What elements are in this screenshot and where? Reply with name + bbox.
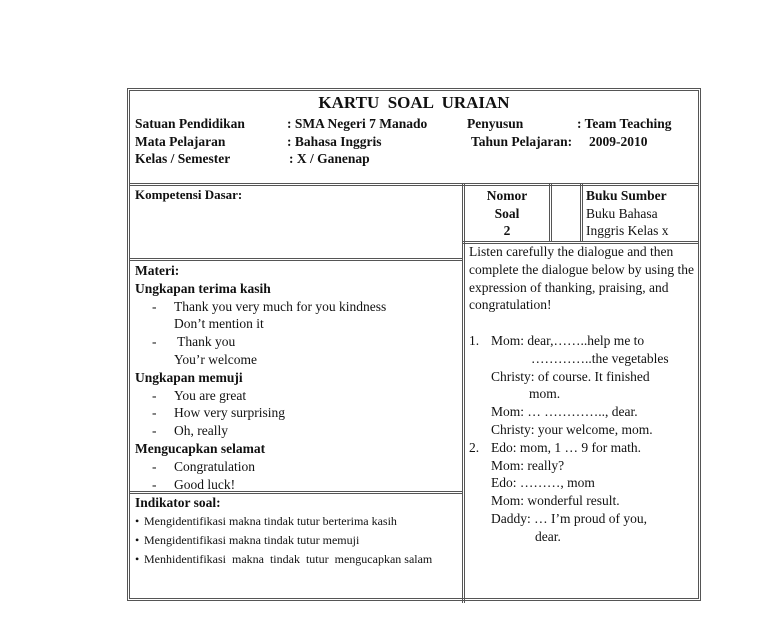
header-label-penyusun: Penyusun — [467, 116, 524, 131]
dialogue-line: mom. — [529, 386, 561, 402]
header-divider — [130, 183, 698, 186]
column-divider — [462, 183, 465, 603]
dialogue-line: …………..the vegetables — [531, 350, 669, 366]
header-label-kelas: Kelas / Semester — [135, 151, 231, 166]
header-label-tahun: Tahun Pelajaran: — [471, 133, 573, 149]
soal-instruction: Listen carefully the dialogue and then complete the dialogue below by using the expression of thanking, praising, and congratulation! — [469, 244, 694, 313]
materi-heading: Mengucapkan selamat — [135, 440, 266, 456]
dialogue-line: Christy: of course. It finished — [491, 368, 650, 384]
indikator-section — [135, 494, 457, 569]
header-value-penyusun: : Team Teaching — [577, 116, 672, 131]
dialogue-line: Mom: wonderful result. — [491, 493, 620, 509]
header-value-mapel: : Bahasa Inggris — [287, 133, 382, 149]
header-label-satuan: Satuan Pendidikan — [135, 116, 245, 131]
dialogue-line: Edo: ………, mom — [491, 475, 595, 491]
list-item: - You are great — [152, 387, 247, 403]
list-item: - Thank you very much for you kindness — [152, 298, 387, 314]
header-labels-right — [467, 115, 587, 150]
header-value-satuan: : SMA Negeri 7 Manado — [287, 116, 428, 131]
indikator-label: Indikator soal: — [135, 495, 221, 510]
question-number: 2. — [469, 439, 480, 455]
dialogue-line: dear. — [535, 528, 561, 544]
list-item: • Menhidentifikasi makna tindak tutur mengucapkan salam — [135, 550, 457, 569]
header-label-mapel: Mata Pelajaran — [135, 133, 226, 149]
materi-heading: Ungkapan terima kasih — [135, 280, 271, 296]
list-item: - How very surprising — [152, 405, 285, 421]
dialogue-line: Mom: … ………….., dear. — [491, 404, 638, 420]
buku-label: Buku Sumber — [586, 188, 667, 203]
kompetensi-label: Kompetensi Dasar: — [135, 187, 243, 202]
materi-label: Materi: — [135, 263, 180, 278]
header-value-tahun: 2009-2010 — [589, 133, 648, 149]
materi-section — [135, 262, 460, 493]
list-item: • Mengidentifikasi makna tindak tutur berterima kasih — [135, 512, 457, 531]
question-1 — [469, 332, 695, 439]
card-title: KARTU SOAL URAIAN — [318, 93, 510, 112]
buku-line: Buku Bahasa — [586, 205, 658, 221]
nomor-value: 2 — [503, 223, 511, 238]
dialogue-line: Daddy: … I’m proud of you, — [491, 510, 647, 526]
list-item: - Thank you — [152, 334, 236, 350]
soal-section — [469, 243, 695, 546]
question-2 — [469, 439, 695, 546]
question-card — [127, 88, 701, 601]
kompetensi-divider — [130, 258, 463, 261]
list-item: You’r welcome — [174, 351, 257, 367]
list-item: Don’t mention it — [174, 316, 264, 332]
buku-sumber — [586, 187, 698, 240]
nomor-soal — [466, 187, 548, 240]
nomor-divider-v1 — [549, 183, 552, 242]
materi-heading: Ungkapan memuji — [135, 369, 243, 385]
header-labels — [135, 115, 285, 168]
header-values — [287, 115, 467, 168]
buku-line: Inggris Kelas x — [586, 223, 669, 238]
nomor-label: Nomor — [486, 188, 528, 203]
list-item: - Oh, really — [152, 423, 228, 439]
header-values-right — [577, 115, 702, 150]
list-item: - Good luck! — [152, 476, 236, 492]
header-value-kelas: : X / Ganenap — [289, 151, 370, 166]
dialogue-line: Mom: dear,……..help me to — [491, 332, 645, 348]
soal-label: Soal — [494, 205, 520, 221]
nomor-divider-v2 — [580, 183, 583, 242]
dialogue-line: Edo: mom, 1 … 9 for math. — [491, 439, 641, 455]
dialogue-line: Mom: really? — [491, 457, 565, 473]
list-item: - Congratulation — [152, 458, 255, 474]
dialogue-line: Christy: your welcome, mom. — [491, 421, 653, 437]
list-item: • Mengidentifikasi makna tindak tutur memuji — [135, 531, 457, 550]
question-number: 1. — [469, 332, 480, 348]
